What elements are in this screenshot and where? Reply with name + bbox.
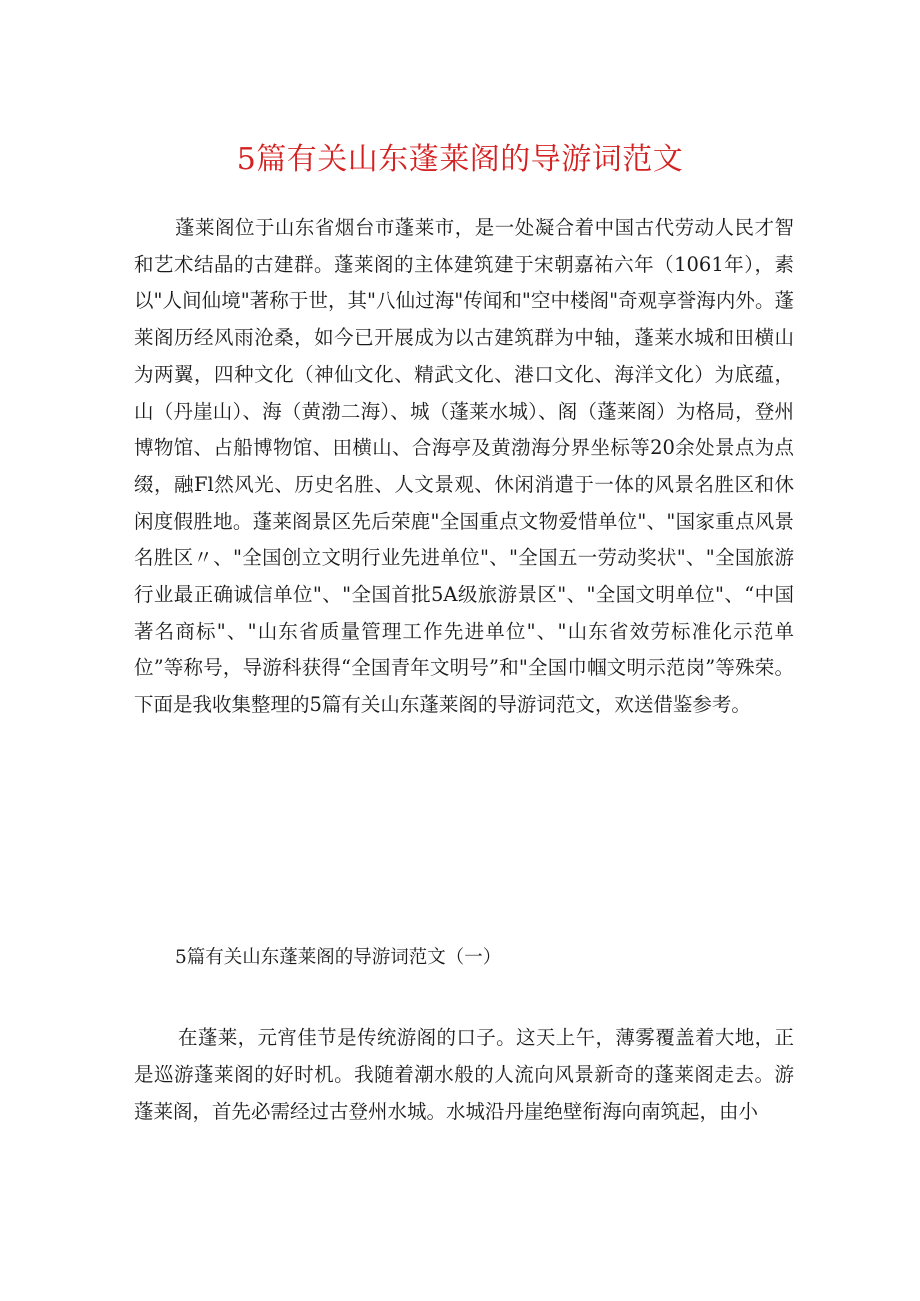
intro-paragraph: 蓬莱阁位于山东省烟台市蓬莱市，是一处凝合着中国古代劳动人民才智和艺术结晶的古建群。蓬莱阁的主体建筑建于宋朝嘉祐六年（1061年），素以"人间仙境"著称于世，其"八仙过海"传闻和"空中楼阁"奇观享誉海内外。蓬莱阁历经风雨沧桑，如今已开展成为以古建筑群为中轴，蓬莱水城和田横山为两翼，四种文化（神仙文化、精武文化、港口文化、海洋文化）为底蕴，山（丹崖山）、海（黄渤二海）、城（蓬莱水城）、阁（蓬莱阁）为格局，登州博物馆、占船博物馆、田横山、合海亭及黄渤海分界坐标等20余处景点为点缀，融Fl然风光、历史名胜、人文景观、休闲消遣于一体的风景名胜区和休闲度假胜地。蓬莱阁景区先后荣鹿"全国重点文物爱惜单位"、"国家重点风景名胜区〃、"全国创立文明行业先进单位"、"全国五一劳动奖状"、"全国旅游行业最正确诚信单位"、"全国首批5A级旅游景区"、"全国文明单位"、“中国著名商标"、"山东省质量管理工作先进单位"、"山东省效劳标准化示范单位”等称号，导游科获得“全国青年文明号”和"全国巾帼文明示范岗”等殊荣。下面是我收集整理的5篇有关山东蓬莱阁的导游词范文，欢送借鉴参考。 xyxy=(134,216,794,717)
document-body xyxy=(134,210,794,1123)
section-paragraph: 在蓬莱，元宵佳节是传统游阁的口子。这天上午，薄雾覆盖着大地，正是巡游蓬莱阁的好时机。我随着潮水般的人流向风景新奇的蓬莱阁走去。游蓬莱阁，首先必需经过古登州水城。水城沿丹崖绝壁衔海向南筑起，由小 xyxy=(134,1026,794,1123)
section-heading: 5篇有关山东蓬莱阁的导游词范文（一） xyxy=(175,947,502,968)
document-title: 5篇有关山东蓬莱阁的导游词范文 xyxy=(236,142,684,177)
